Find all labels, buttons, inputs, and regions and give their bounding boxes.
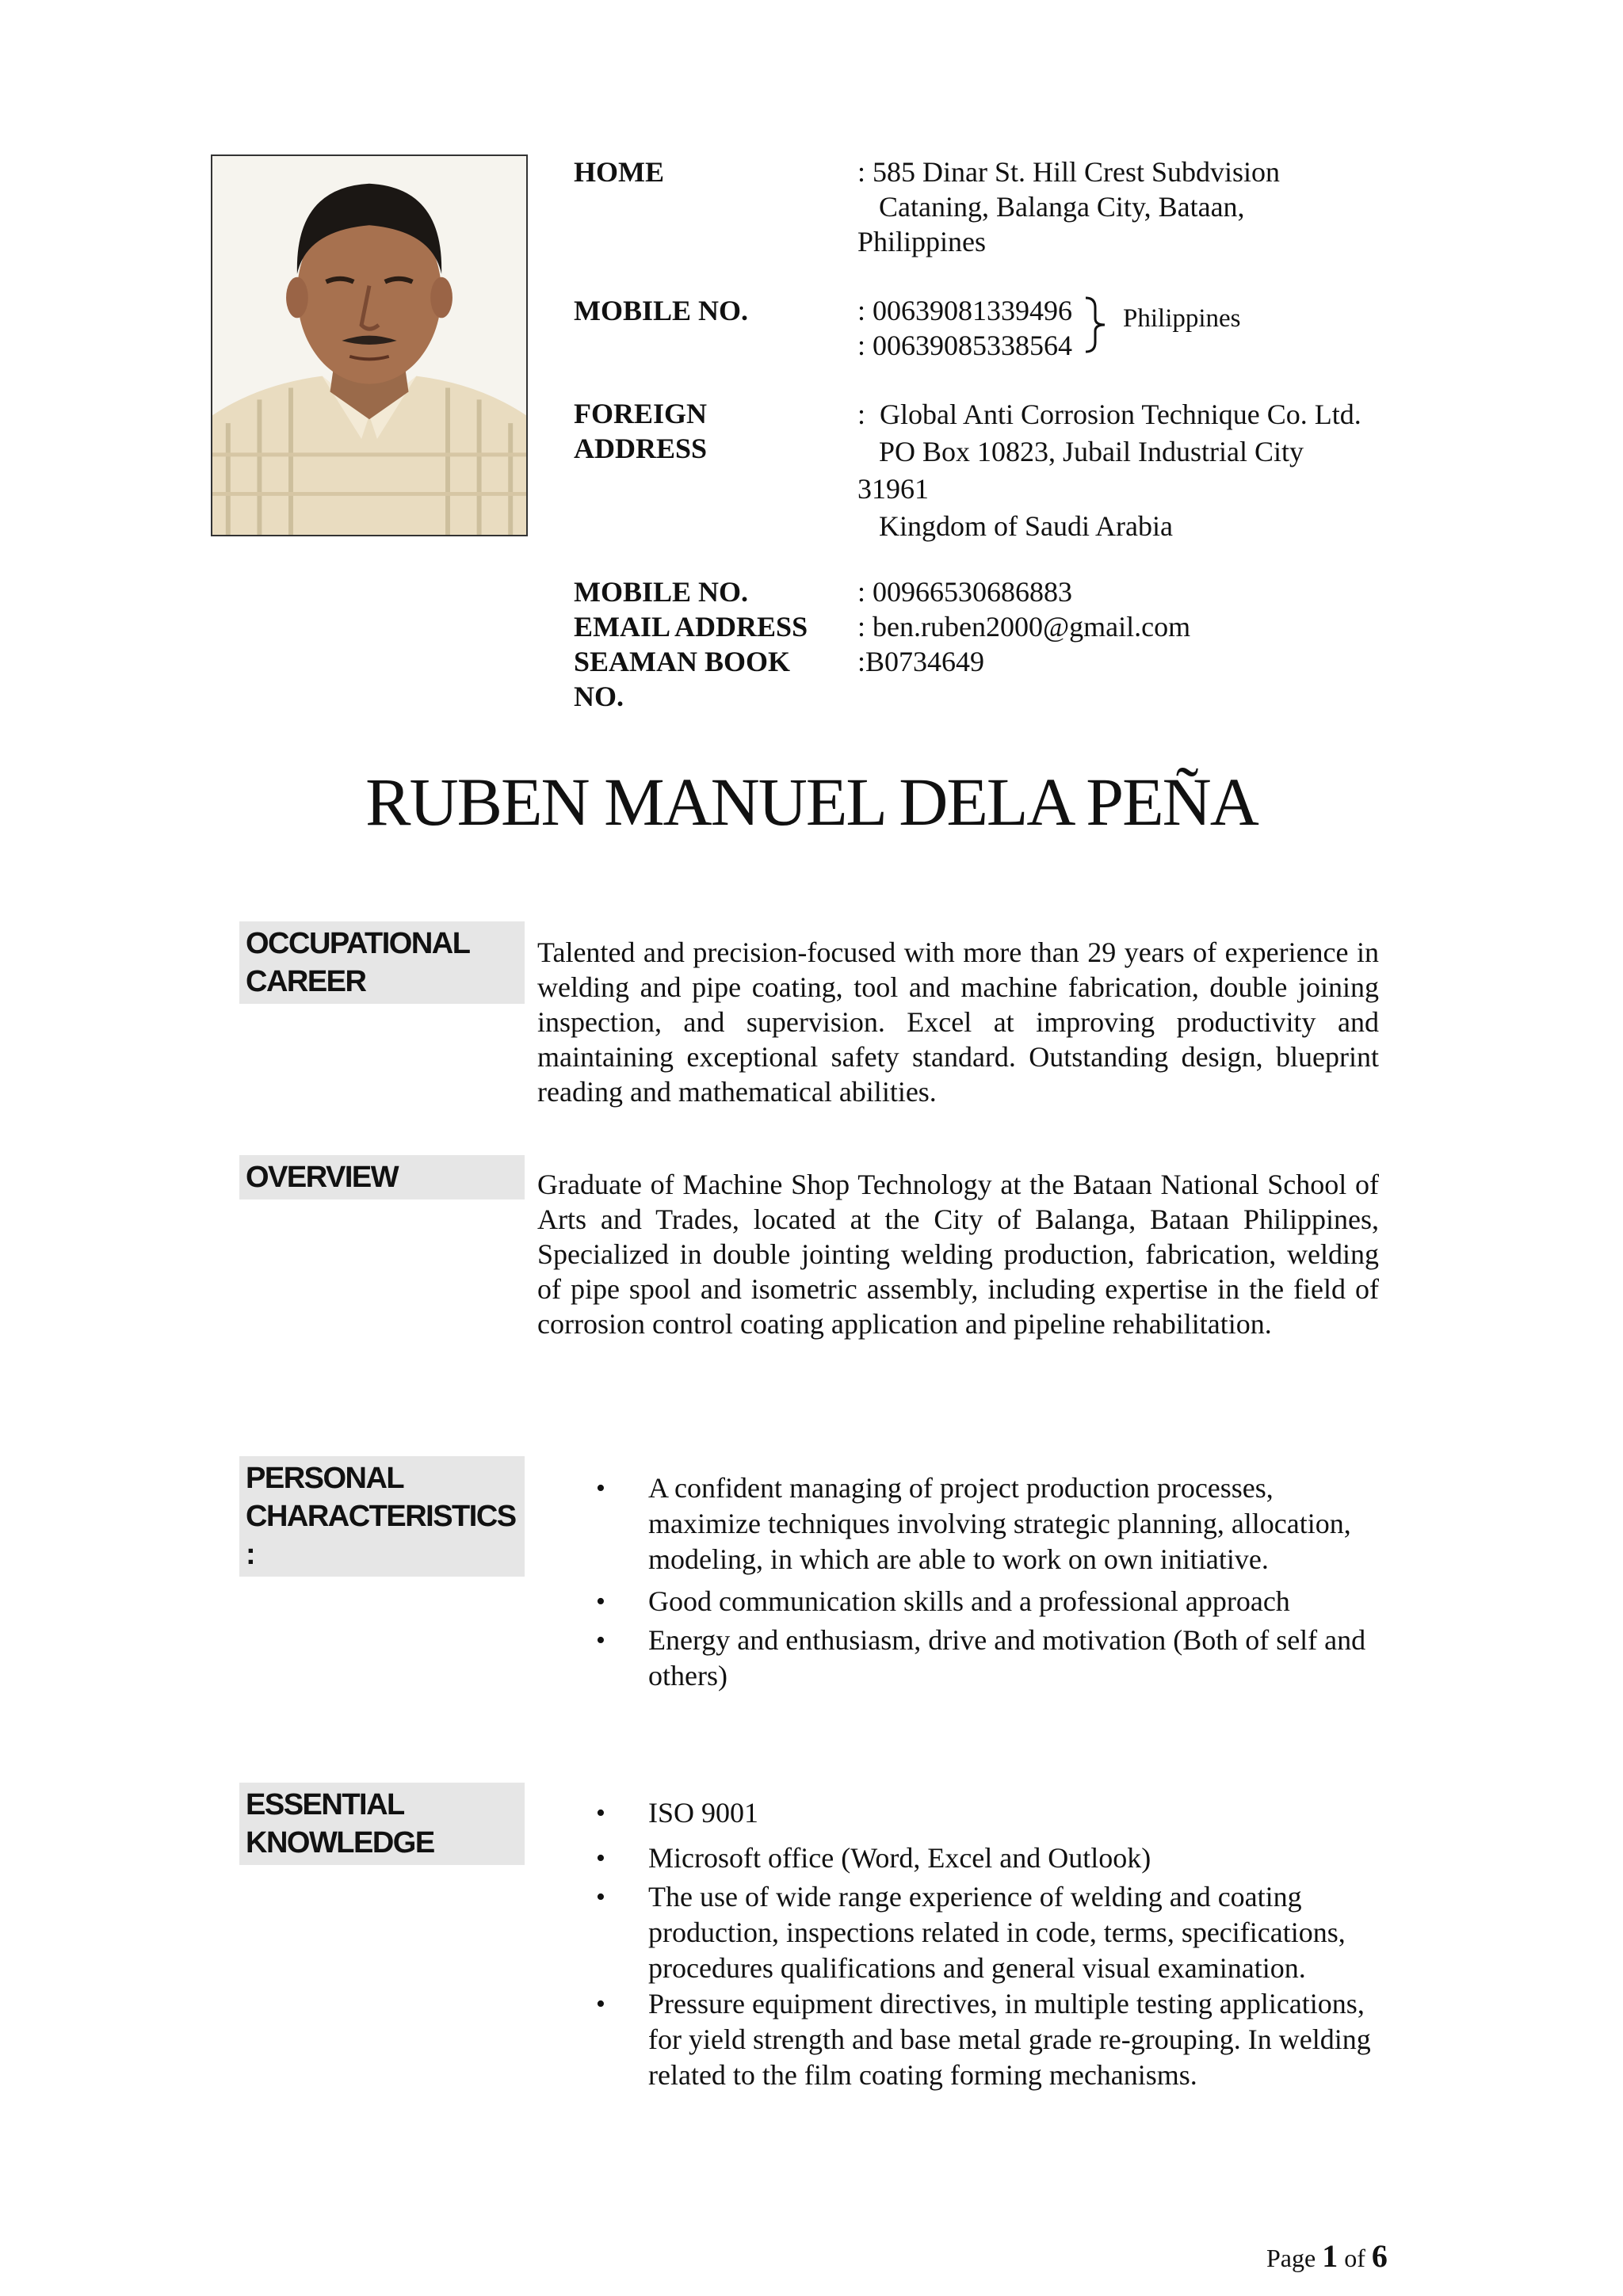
of-word: of (1344, 2244, 1365, 2272)
candidate-name: RUBEN MANUEL DELA PEÑA (365, 764, 1258, 840)
foreign-address-label: FOREIGN ADDRESS (574, 398, 708, 464)
mobile-number-1: : 00639081339496 (857, 295, 1073, 326)
mobile-sa-label: MOBILE NO. (574, 576, 749, 608)
list-item: • Energy and enthusiasm, drive and motivation (Both of self and others) (537, 1623, 1377, 1694)
home-address: : 585 Dinar St. Hill Crest Subdvision Cataning, Balanga City, Bataan, Philippines (857, 156, 1281, 257)
profile-photo (211, 154, 528, 536)
mobile-label: MOBILE NO. (574, 295, 749, 326)
foreign-address-value: : Global Anti Corrosion Technique Co. Ltd. PO Box 10823, Jubail Industrial City 31961 Kingdom of Saudi Arabia (857, 399, 1361, 542)
essential-knowledge-list (537, 1795, 1377, 2093)
list-item: • ISO 9001 (537, 1795, 1377, 1831)
section-label-overview: OVERVIEW (239, 1155, 525, 1199)
section-label-occupational: OCCUPATIONAL CAREER (239, 921, 525, 1004)
section-label-knowledge: ESSENTIAL KNOWLEDGE (239, 1783, 525, 1865)
mobile-sa-number: : 00966530686883 (857, 576, 1073, 608)
list-item: • Microsoft office (Word, Excel and Outlook) (537, 1840, 1377, 1876)
brace-icon (1084, 293, 1108, 357)
page-number: 1 (1322, 2238, 1338, 2274)
email-value[interactable]: : ben.ruben2000@gmail.com (857, 611, 1191, 643)
overview-text: Graduate of Machine Shop Technology at the Bataan National School of Arts and Trades, located at the City of Balanga, Bataan Philippines, Specialized in double jointing welding production, fabrication, welding of pipe spool and isometric assembly, including expertise in the field of corrosion control coating application and pipeline rehabilitation. (537, 1169, 1379, 1340)
list-item: • A confident managing of project production processes, maximize techniques involving strategic planning, allocation, modeling, in which are able to work on own initiative. (537, 1470, 1377, 1577)
email-label: EMAIL ADDRESS (574, 611, 808, 643)
section-label-personal: PERSONAL CHARACTERISTICS : (239, 1456, 525, 1577)
page-word: Page (1266, 2244, 1316, 2272)
home-label: HOME (574, 156, 664, 188)
mobile-country-note: Philippines (1123, 304, 1241, 333)
page-indicator (1266, 2239, 1388, 2275)
occupational-career-text: Talented and precision-focused with more than 29 years of experience in welding and pipe coating, tool and machine fabrication, double joining inspection, and supervision. Excel at improving productivity and maintaining exceptional safety standard. Outstanding design, blueprint reading and mathematical abilities. (537, 936, 1379, 1108)
mobile-number-2: : 00639085338564 (857, 330, 1073, 361)
seaman-book-value: :B0734649 (857, 646, 985, 677)
personal-characteristics-list (537, 1470, 1377, 1694)
page-total: 6 (1371, 2238, 1388, 2274)
list-item: • Pressure equipment directives, in multiple testing applications, for yield strength and base metal grade re-grouping. In welding related to the film coating forming mechanisms. (537, 1986, 1377, 2093)
seaman-book-label: SEAMAN BOOK NO. (574, 646, 791, 712)
list-item: • Good communication skills and a professional approach (537, 1584, 1377, 1619)
list-item: • The use of wide range experience of welding and coating production, inspections related in code, terms, specifications, procedures qualifications and general visual examination. (537, 1879, 1377, 1986)
